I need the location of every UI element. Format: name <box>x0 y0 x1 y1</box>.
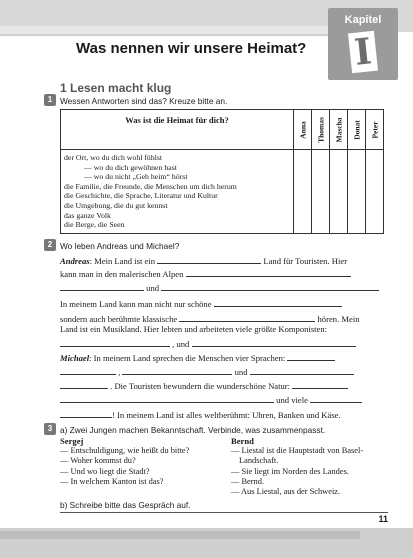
footer-rule <box>60 512 388 513</box>
blank-line[interactable] <box>60 366 116 375</box>
column-donat: Donat <box>348 110 366 150</box>
checkbox-cell-peter[interactable] <box>366 150 384 234</box>
blank-line[interactable] <box>60 394 274 403</box>
speaker-sergej: Sergej <box>60 436 84 446</box>
text-line: In meinem Land kann man nicht nur schöne <box>60 298 342 309</box>
blank-line[interactable] <box>214 298 342 307</box>
checkbox-cell-thomas[interactable] <box>312 150 330 234</box>
blank-line[interactable] <box>157 255 261 264</box>
blank-line[interactable] <box>60 409 112 418</box>
blank-line[interactable] <box>287 352 335 361</box>
speaker-andreas: Andreas <box>60 256 90 266</box>
list-item: — wo du dich gewöhnen hast <box>84 162 177 172</box>
blank-line[interactable] <box>60 282 144 291</box>
text-line: kann man in den malerischen Alpen <box>60 268 351 279</box>
exercise-3b-instruction: b) Schreibe bitte das Gespräch auf. <box>60 500 191 510</box>
text-line: ! In meinem Land ist alles weltberühmt: Uhren, Banken und Käse. <box>60 409 341 420</box>
list-item: die Umgebung, die du gut kennst <box>64 200 168 210</box>
blank-line[interactable] <box>161 282 379 291</box>
text-line: und viele <box>60 394 362 405</box>
list-item: die Geschichte, die Sprache, Literatur und Kultur <box>64 191 218 201</box>
blank-line[interactable] <box>179 313 315 322</box>
speaker-michael: Michael <box>60 353 90 363</box>
answers-list <box>61 150 294 234</box>
blank-line[interactable] <box>192 338 356 347</box>
list-item[interactable]: — Liestal ist die Hauptstadt von Basel- <box>231 446 364 456</box>
section-title: 1 Lesen macht klug <box>60 81 172 95</box>
checkbox-cell-anna[interactable] <box>294 150 312 234</box>
list-item: die Berge, die Seen <box>64 220 125 230</box>
list-item: der Ort, wo du dich wohl fühlst <box>64 153 163 162</box>
checkbox-cell-donat[interactable] <box>348 150 366 234</box>
text-line: Land ist ein Musikland. Hier lebten und arbeiteten viele größte Komponisten: <box>60 324 328 334</box>
list-item: die Familie, die Freunde, die Menschen um dich herum <box>64 181 237 191</box>
blank-line[interactable] <box>122 366 232 375</box>
column-anna: Anna <box>294 110 312 150</box>
chapter-badge <box>328 8 398 80</box>
column-thomas: Thomas <box>312 110 330 150</box>
page-title: Was nennen wir unsere Heimat? <box>76 40 307 57</box>
table-header: Was ist die Heimat für dich? <box>61 110 294 150</box>
page-number: 11 <box>378 514 388 524</box>
chapter-label: Kapitel <box>344 14 382 26</box>
list-item[interactable]: — Bernd. <box>231 476 265 486</box>
exercise-1-instruction: Wessen Antworten sind das? Kreuze bitte an. <box>60 96 228 106</box>
exercise-3a-instruction: a) Zwei Jungen machen Bekanntschaft. Verbinde, was zusammenpasst. <box>60 425 326 435</box>
text-line: . Die Touristen bewundern die wunderschöne Natur: <box>60 380 348 391</box>
blank-line[interactable] <box>292 380 348 389</box>
checkbox-cell-mascha[interactable] <box>330 150 348 234</box>
list-item[interactable]: Landschaft. <box>239 456 279 466</box>
exercise-2-instruction: Wo leben Andreas und Michael? <box>60 241 180 251</box>
text-line: sondern auch berühmte klassische hören. Mein <box>60 314 360 324</box>
list-item: — wo du nicht „Geh heim“ hörst <box>84 172 188 182</box>
heimat-table <box>60 109 384 234</box>
exercise-number-2: 2 <box>44 239 56 251</box>
speaker-bernd: Bernd <box>231 436 254 446</box>
dialogue-column-sergej <box>60 436 189 487</box>
list-item[interactable]: — Woher kommst du? <box>60 456 136 466</box>
top-band-edge <box>0 26 330 36</box>
blank-line[interactable] <box>60 338 170 347</box>
list-item[interactable]: — Und wo liegt die Stadt? <box>60 466 150 476</box>
exercise-number-3: 3 <box>44 423 56 435</box>
column-peter: Peter <box>366 110 384 150</box>
text-line: und <box>60 282 379 293</box>
list-item[interactable]: — Aus Liestal, aus der Schweiz. <box>231 487 341 497</box>
blank-line[interactable] <box>310 394 362 403</box>
column-mascha: Mascha <box>330 110 348 150</box>
exercise-number-1: 1 <box>44 94 56 106</box>
dialogue-column-bernd <box>231 436 363 497</box>
chapter-number: I <box>348 31 378 73</box>
bottom-band-edge <box>0 531 360 539</box>
list-item[interactable]: — Entschuldigung, wie heißt du bitte? <box>60 446 190 456</box>
text-line: Michael: In meinem Land sprechen die Menschen vier Sprachen: <box>60 352 335 363</box>
list-item[interactable]: — Sie liegt im Norden des Landes. <box>231 466 349 476</box>
blank-line[interactable] <box>186 268 351 277</box>
blank-line[interactable] <box>60 380 108 389</box>
list-item: das ganze Volk <box>64 210 111 220</box>
list-item[interactable]: — In welchem Kanton ist das? <box>60 476 164 486</box>
blank-line[interactable] <box>250 366 354 375</box>
text-line: Andreas: Mein Land ist ein Land für Touristen. Hier <box>60 256 348 266</box>
text-line: , und <box>60 366 354 377</box>
text-line: , und <box>60 338 356 349</box>
